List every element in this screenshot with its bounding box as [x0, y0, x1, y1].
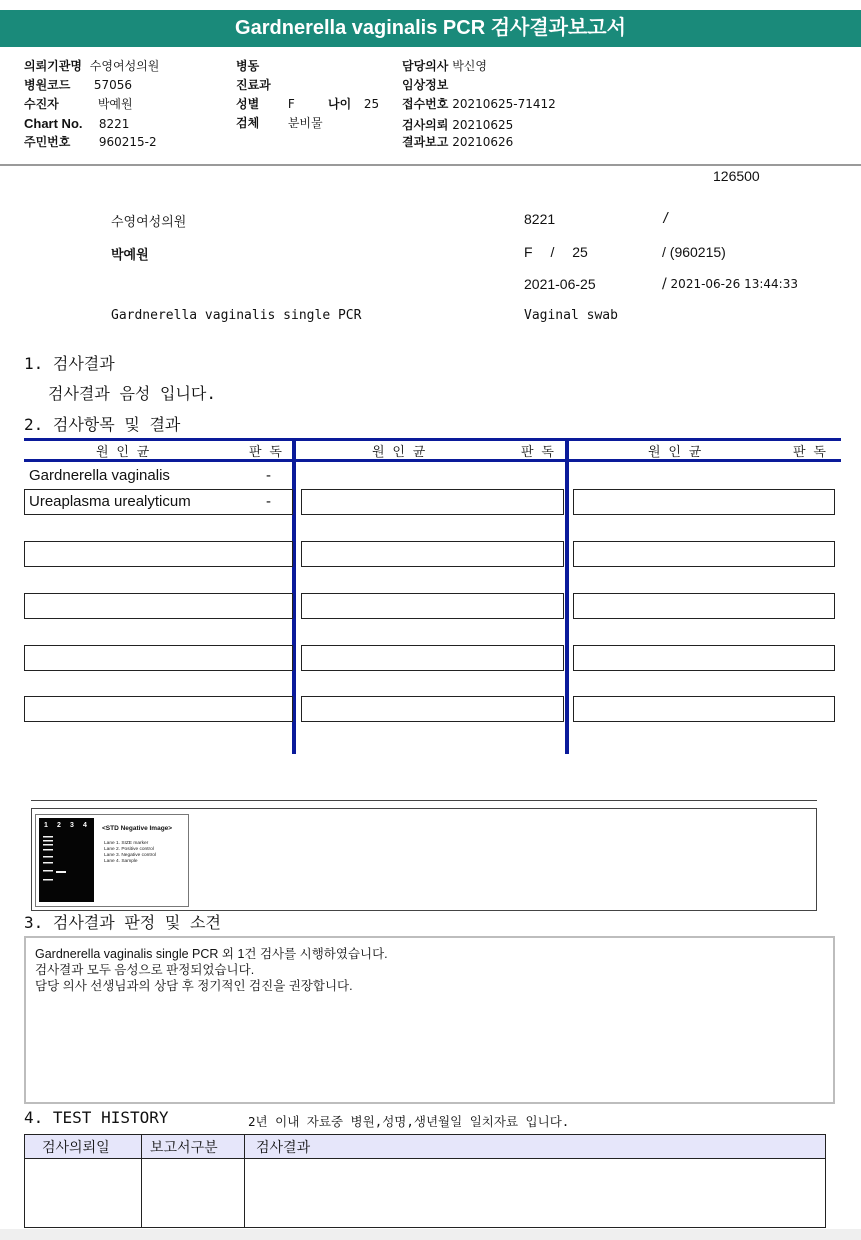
header-row-report-date	[402, 133, 513, 150]
header-label: 나이	[328, 97, 352, 111]
info-sex: F	[524, 244, 533, 260]
header-row-department	[236, 76, 271, 93]
header-row-ward	[236, 57, 259, 74]
column-header-judgment: 판 독	[249, 445, 282, 460]
result-row-box	[24, 645, 293, 671]
header-label: 결과보고	[402, 135, 449, 149]
info-birth	[662, 244, 726, 260]
gel-band	[43, 870, 53, 872]
opinion-box	[24, 936, 835, 1104]
header-label: 검사의뢰	[402, 118, 449, 132]
gel-top-line	[31, 800, 817, 801]
header-value: 25	[363, 97, 380, 111]
gel-lane-label: 4	[83, 822, 87, 829]
result-row-box	[301, 645, 564, 671]
result-row-box	[573, 696, 835, 722]
history-column-divider	[141, 1134, 142, 1227]
gel-band	[43, 879, 53, 881]
header-label: 진료과	[236, 78, 271, 92]
gel-title: <STD Negative Image>	[102, 825, 173, 832]
section1-title: 1. 검사결과	[24, 354, 115, 373]
result-row-box	[24, 541, 293, 567]
header-value: 분비물	[287, 116, 323, 130]
header-label: 검체	[236, 116, 260, 130]
page-bottom-gutter	[0, 1229, 861, 1240]
header-label: 임상정보	[402, 78, 449, 92]
header-value: 20210626	[452, 135, 514, 149]
gel-band	[43, 840, 53, 842]
info-slash: /	[662, 244, 666, 260]
opinion-line: 검사결과 모두 음성으로 판정되었습니다.	[35, 963, 255, 977]
history-table-body	[24, 1158, 826, 1228]
header-row-sex	[236, 95, 295, 112]
column-header-pathogen: 원 인 균	[372, 445, 426, 460]
section4-title: 4. TEST HISTORY	[24, 1108, 169, 1127]
header-value: 수영여성의원	[89, 59, 160, 73]
header-value: 박신영	[452, 59, 487, 73]
result-judgment: -	[266, 493, 271, 510]
header-row-specimen	[236, 114, 323, 131]
info-birth-date: (960215)	[669, 244, 726, 260]
result-row-box	[24, 696, 293, 722]
gel-band	[43, 844, 53, 846]
result-pathogen-name: Ureaplasma urealyticum	[29, 493, 191, 510]
info-test-name: Gardnerella vaginalis single PCR	[111, 308, 362, 323]
header-divider	[0, 164, 861, 166]
header-row-request-date	[402, 116, 513, 133]
result-row-box	[301, 696, 564, 722]
info-specimen: Vaginal swab	[524, 308, 618, 323]
gel-band	[43, 849, 53, 851]
gel-legend-item: Lane 4. Sample	[104, 859, 138, 864]
info-sex-age	[524, 244, 588, 260]
gel-band	[43, 856, 53, 858]
gel-image	[35, 814, 189, 907]
info-patient: 박예원	[111, 248, 149, 263]
header-row-age	[328, 95, 379, 112]
gel-lane-label: 1	[44, 822, 48, 829]
header-label: 병원코드	[24, 78, 71, 92]
section1-result: 검사결과 음성 입니다.	[48, 384, 217, 403]
result-row-box	[301, 541, 564, 567]
info-age: 25	[572, 244, 588, 260]
gel-band	[56, 871, 66, 873]
header-row-receipt-no	[402, 95, 556, 112]
header-label: 수진자	[24, 97, 59, 111]
report-title: Gardnerella vaginalis PCR 검사결과보고서	[0, 10, 861, 47]
info-reported-time: 2021-06-26 13:44:33	[670, 277, 798, 291]
gel-electrophoresis-image	[36, 815, 188, 906]
gel-band	[43, 836, 53, 838]
result-row-box	[301, 489, 564, 515]
info-reported	[662, 276, 798, 292]
code-number: 126500	[713, 168, 760, 184]
result-row-box	[573, 645, 835, 671]
header-row-clinic	[24, 57, 159, 74]
header-label: Chart No.	[24, 116, 83, 131]
result-row-box	[573, 593, 835, 619]
history-header-result: 검사결과	[256, 1140, 311, 1156]
gel-legend-item: Lane 1. SIZE marker	[104, 841, 149, 846]
info-slash: /	[662, 211, 670, 226]
column-header-judgment: 판 독	[793, 445, 826, 460]
result-row-box	[573, 541, 835, 567]
header-label: 담당의사	[402, 59, 449, 73]
column-header-judgment: 판 독	[521, 445, 554, 460]
info-received: 2021-06-25	[524, 276, 596, 292]
gel-legend-item: Lane 3. Negative control	[104, 853, 156, 858]
gel-lane-label: 3	[70, 822, 74, 829]
opinion-text	[35, 946, 388, 994]
info-clinic: 수영여성의원	[111, 215, 187, 230]
history-header-request-date: 검사의뢰일	[42, 1140, 110, 1156]
header-value: 8221	[98, 117, 130, 131]
header-label: 성별	[236, 97, 260, 111]
section3-title: 3. 검사결과 판정 및 소견	[24, 913, 221, 932]
header-row-clinical-info	[402, 76, 448, 93]
header-label: 의뢰기관명	[24, 59, 82, 73]
header-value: 박예원	[97, 97, 133, 111]
header-row-patient	[24, 95, 133, 112]
section2-title: 2. 검사항목 및 결과	[24, 415, 181, 434]
result-pathogen-name: Gardnerella vaginalis	[29, 467, 170, 484]
history-header-report-type: 보고서구분	[150, 1140, 218, 1156]
result-row-box	[24, 593, 293, 619]
result-judgment: -	[266, 467, 271, 484]
header-value: 57056	[93, 78, 133, 92]
info-slash: /	[662, 276, 667, 292]
opinion-line: Gardnerella vaginalis single PCR 외 1건 검사를 시행하였습니다.	[35, 947, 388, 961]
table-column-divider	[565, 438, 569, 754]
header-row-id	[24, 133, 157, 150]
header-value: F	[287, 97, 295, 111]
result-row-box	[301, 593, 564, 619]
header-row-chart	[24, 116, 129, 131]
header-label: 접수번호	[402, 97, 449, 111]
history-table-header	[24, 1134, 826, 1159]
header-value: 20210625-71412	[452, 97, 556, 111]
info-separator: /	[550, 244, 555, 260]
gel-band	[43, 862, 53, 864]
gel-background	[39, 818, 94, 902]
opinion-line: 담당 의사 선생님과의 상담 후 정기적인 검진을 권장합니다.	[35, 979, 353, 993]
history-column-divider	[244, 1134, 245, 1227]
header-value: 20210625	[452, 118, 514, 132]
header-row-doctor	[402, 57, 487, 74]
gel-legend-item: Lane 2. Positive control	[104, 847, 154, 852]
header-row-hospital-code	[24, 76, 132, 93]
gel-lane-label: 2	[57, 822, 61, 829]
column-header-pathogen: 원 인 균	[96, 445, 150, 460]
column-header-pathogen: 원 인 균	[648, 445, 702, 460]
header-label: 주민번호	[24, 135, 71, 149]
header-value: 960215-2	[98, 135, 157, 149]
info-chart: 8221	[524, 211, 556, 227]
header-label: 병동	[236, 59, 260, 73]
result-row-box	[573, 489, 835, 515]
section4-note: 2년 이내 자료중 병원,성명,생년월일 일치자료 입니다.	[248, 1114, 570, 1129]
